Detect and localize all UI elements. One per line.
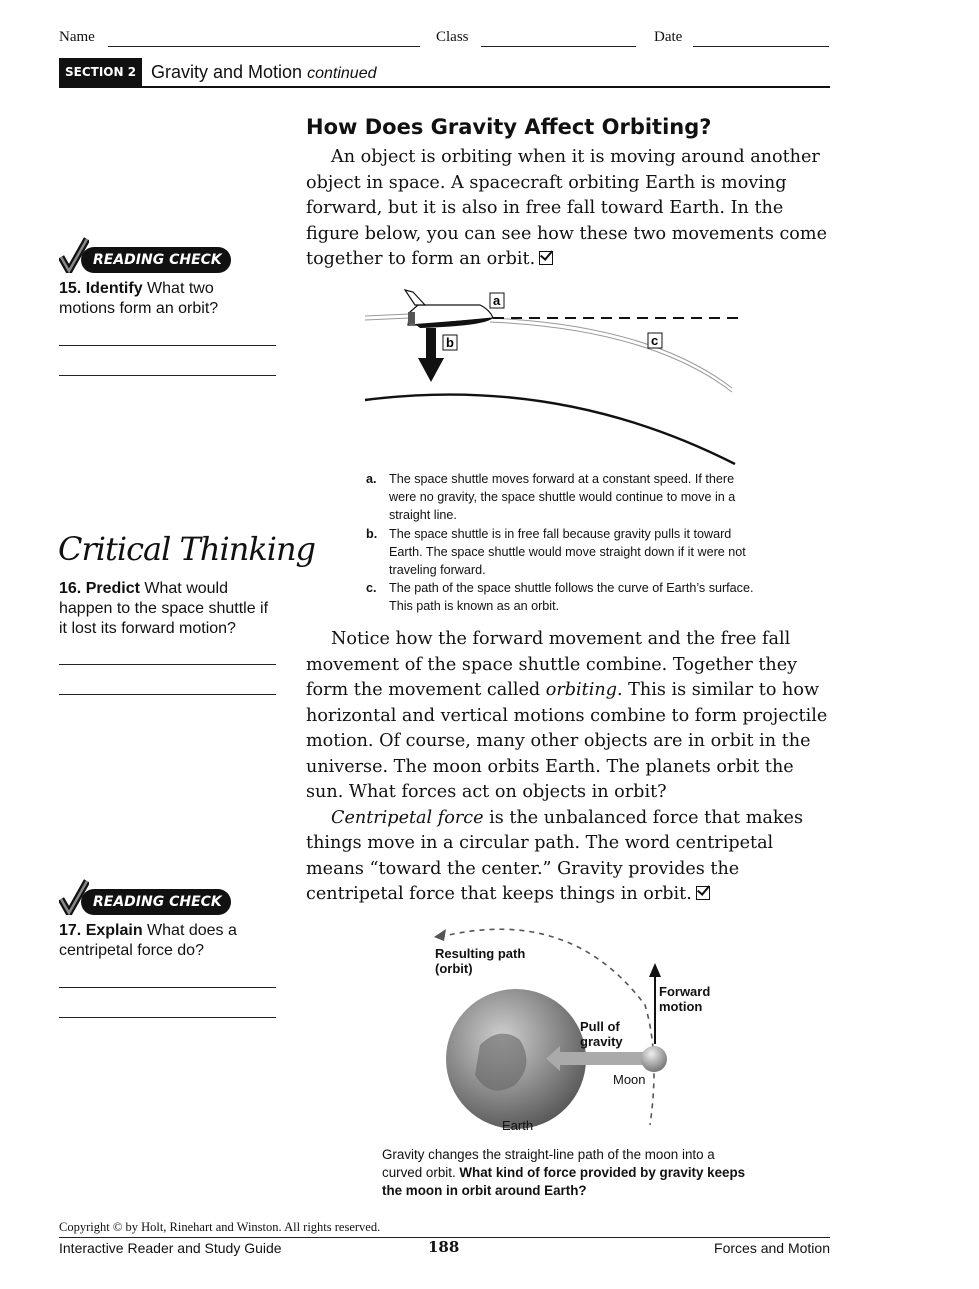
page-heading: How Does Gravity Affect Orbiting? [306, 115, 712, 139]
question-16: 16. Predict What would happen to the space shuttle if it lost its forward motion? [59, 580, 269, 637]
answer-line-16[interactable] [59, 664, 276, 665]
answer-line-15[interactable] [59, 375, 276, 376]
copyright: Copyright © by Holt, Rinehart and Winston. All rights reserved. [59, 1220, 381, 1234]
section-title: Gravity and Motion continued [151, 62, 377, 82]
figure-1-captions: a. The space shuttle moves forward at a constant speed. If there were no gravity, the space shuttle would continue to move in a straight line. b. The space shuttle is in free fall because gravity pulls it toward Earth. The space shuttle would move straight down if it were not traveling forward. c. The path of the space shuttle follows the curve of Earth’s surface. This path is known as an orbit. [366, 472, 754, 614]
answer-line-15[interactable] [59, 345, 276, 346]
footer-chapter: Forces and Motion [714, 1240, 830, 1256]
svg-text:motion: motion [659, 999, 703, 1014]
gravity-arrow [560, 1052, 648, 1065]
earth-surface-curve [365, 395, 735, 464]
checkbox-icon [539, 251, 553, 265]
section-badge: SECTION 2 [59, 58, 142, 86]
checkmark-icon [59, 879, 89, 915]
footer-guide: Interactive Reader and Study Guide [59, 1240, 282, 1256]
page-number: 188 [428, 1238, 460, 1256]
class-label: Class [436, 29, 469, 45]
svg-text:Resulting path: Resulting path [435, 946, 526, 961]
checkbox-icon [696, 886, 710, 900]
paragraph-2: Notice how the forward movement and the free fall movement of the space shuttle combine. Together they form the movement called orbiting. This is similar to how horizontal and vertical motions combine to form projectile motion. Of course, many other objects are in orbit in the universe. The moon orbits Earth. The planets orbit the sun. What forces act on objects in orbit? Centripetal force is the unbalanced force that makes things move in a circular path. The word centripetal means “toward the center.” Gravity provides the centripetal force that keeps things in orbit. [306, 629, 828, 904]
svg-text:Earth: Earth [502, 1118, 534, 1133]
name-field[interactable] [108, 46, 420, 47]
date-label: Date [654, 29, 683, 45]
label-c: c [651, 333, 659, 348]
answer-line-16[interactable] [59, 694, 276, 695]
class-field[interactable] [481, 46, 636, 47]
reading-check-badge: READING CHECK [59, 889, 234, 917]
question-17: 17. Explain What does a centripetal force do? [59, 922, 237, 959]
label-b: b [446, 335, 454, 350]
figure-2-caption: Gravity changes the straight-line path of the moon into a curved orbit. What kind of force provided by gravity keeps the moon in orbit around Earth? [382, 1147, 746, 1198]
svg-text:gravity: gravity [580, 1034, 623, 1049]
section-header [59, 58, 830, 88]
down-arrow-b [418, 328, 444, 382]
question-15: 15. Identify What two motions form an orbit? [59, 280, 219, 317]
critical-thinking-heading: Critical Thinking [58, 530, 316, 568]
svg-text:Moon: Moon [613, 1072, 646, 1087]
checkmark-icon [59, 237, 89, 273]
date-field[interactable] [693, 46, 829, 47]
answer-line-17[interactable] [59, 1017, 276, 1018]
space-shuttle-icon [405, 290, 493, 328]
svg-text:(orbit): (orbit) [435, 961, 473, 976]
forward-arrow [649, 963, 661, 977]
orbit-path-c [490, 318, 732, 388]
shuttle-orbit-diagram [360, 280, 750, 470]
svg-text:Forward: Forward [659, 984, 711, 999]
moon-orbit-diagram [420, 915, 720, 1145]
label-a: a [493, 293, 501, 308]
answer-line-17[interactable] [59, 987, 276, 988]
name-label: Name [59, 29, 95, 45]
paragraph-1: An object is orbiting when it is moving around another object in space. A spacecraft orbiting Earth is moving forward, but it is also in free fall toward Earth. In the figure below, you can see how these two movements come together to form an orbit. [306, 147, 827, 269]
svg-text:Pull of: Pull of [580, 1019, 620, 1034]
moon-icon [641, 1046, 667, 1072]
reading-check-badge: READING CHECK [59, 247, 234, 275]
